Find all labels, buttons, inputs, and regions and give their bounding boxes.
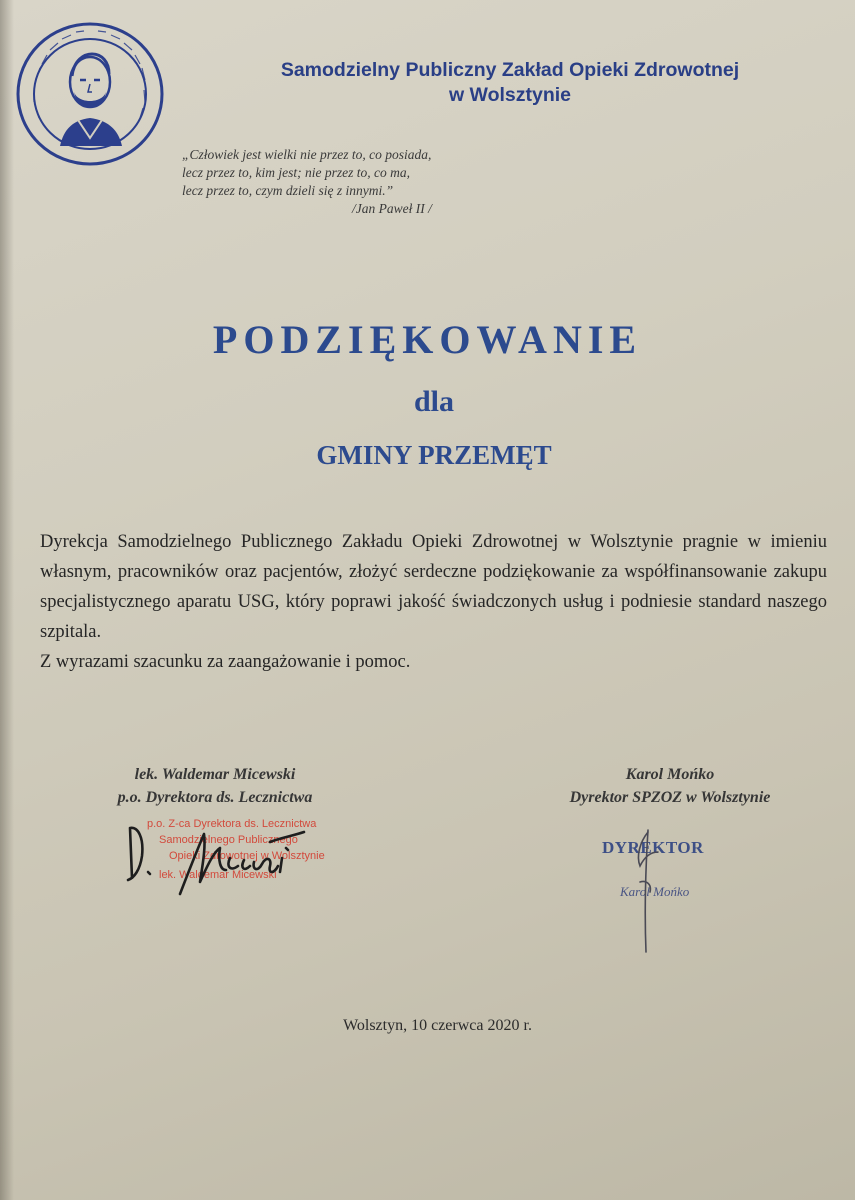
signatory-right-role: Dyrektor SPZOZ w Wolsztynie	[569, 789, 771, 806]
motto-quote	[182, 146, 482, 218]
body-closing: Z wyrazami szacunku za zaangażowanie i pomoc.	[40, 652, 411, 672]
document-date: Wolsztyn, 10 czerwca 2020 r.	[343, 1017, 532, 1034]
quote-line: „Człowiek jest wielki nie przez to, co posiada,	[182, 147, 432, 162]
quote-author: /Jan Paweł II /	[352, 201, 432, 216]
signatory-left	[70, 763, 360, 809]
handwritten-signature-left	[120, 808, 320, 903]
quote-line: lecz przez to, czym dzieli się z innymi.”	[182, 183, 394, 198]
handwritten-signature-right	[610, 822, 680, 957]
portrait-seal-icon	[14, 20, 166, 168]
title-preposition: dla	[413, 385, 455, 418]
signatory-left-name: lek. Waldemar Micewski	[134, 766, 296, 783]
director-stamp-title: DYREKTOR	[602, 838, 704, 857]
document-title: PODZIĘKOWANIE	[212, 317, 643, 362]
recipient-name: GMINY PRZEMĘT	[316, 440, 552, 470]
stamp-line: Samodzielnego Publicznego	[159, 834, 298, 846]
stamp-line: p.o. Z-ca Dyrektora ds. Lecznictwa	[147, 818, 317, 830]
signatory-right-name: Karol Mońko	[625, 766, 715, 783]
stamp-line: lek. Waldemar Micewski	[159, 869, 277, 881]
letter-body	[40, 527, 827, 677]
quote-line: lecz przez to, kim jest; nie przez to, co ma,	[182, 165, 410, 180]
stamp-line: Opieki Zdrowotnej w Wolsztynie	[169, 850, 325, 862]
institution-name: Samodzielny Publiczny Zakład Opieki Zdrowotnej	[280, 59, 740, 81]
signatory-left-role: p.o. Dyrektora ds. Lecznictwa	[117, 789, 313, 806]
body-paragraph: Dyrekcja Samodzielnego Publicznego Zakładu Opieki Zdrowotnej w Wolsztynie pragnie w imieniu własnym, pracowników oraz pacjentów, złożyć serdeczne podziękowanie za współfinansowanie zakupu specjalistycznego aparatu USG, który poprawi jakość świadczonych usług i podniesie standard naszego szpitala.	[40, 532, 827, 642]
institution-header	[220, 58, 800, 108]
institution-location: w Wolsztynie	[448, 84, 572, 106]
director-stamp-name: Karol Mońko	[620, 884, 690, 899]
signatory-right	[520, 763, 820, 809]
